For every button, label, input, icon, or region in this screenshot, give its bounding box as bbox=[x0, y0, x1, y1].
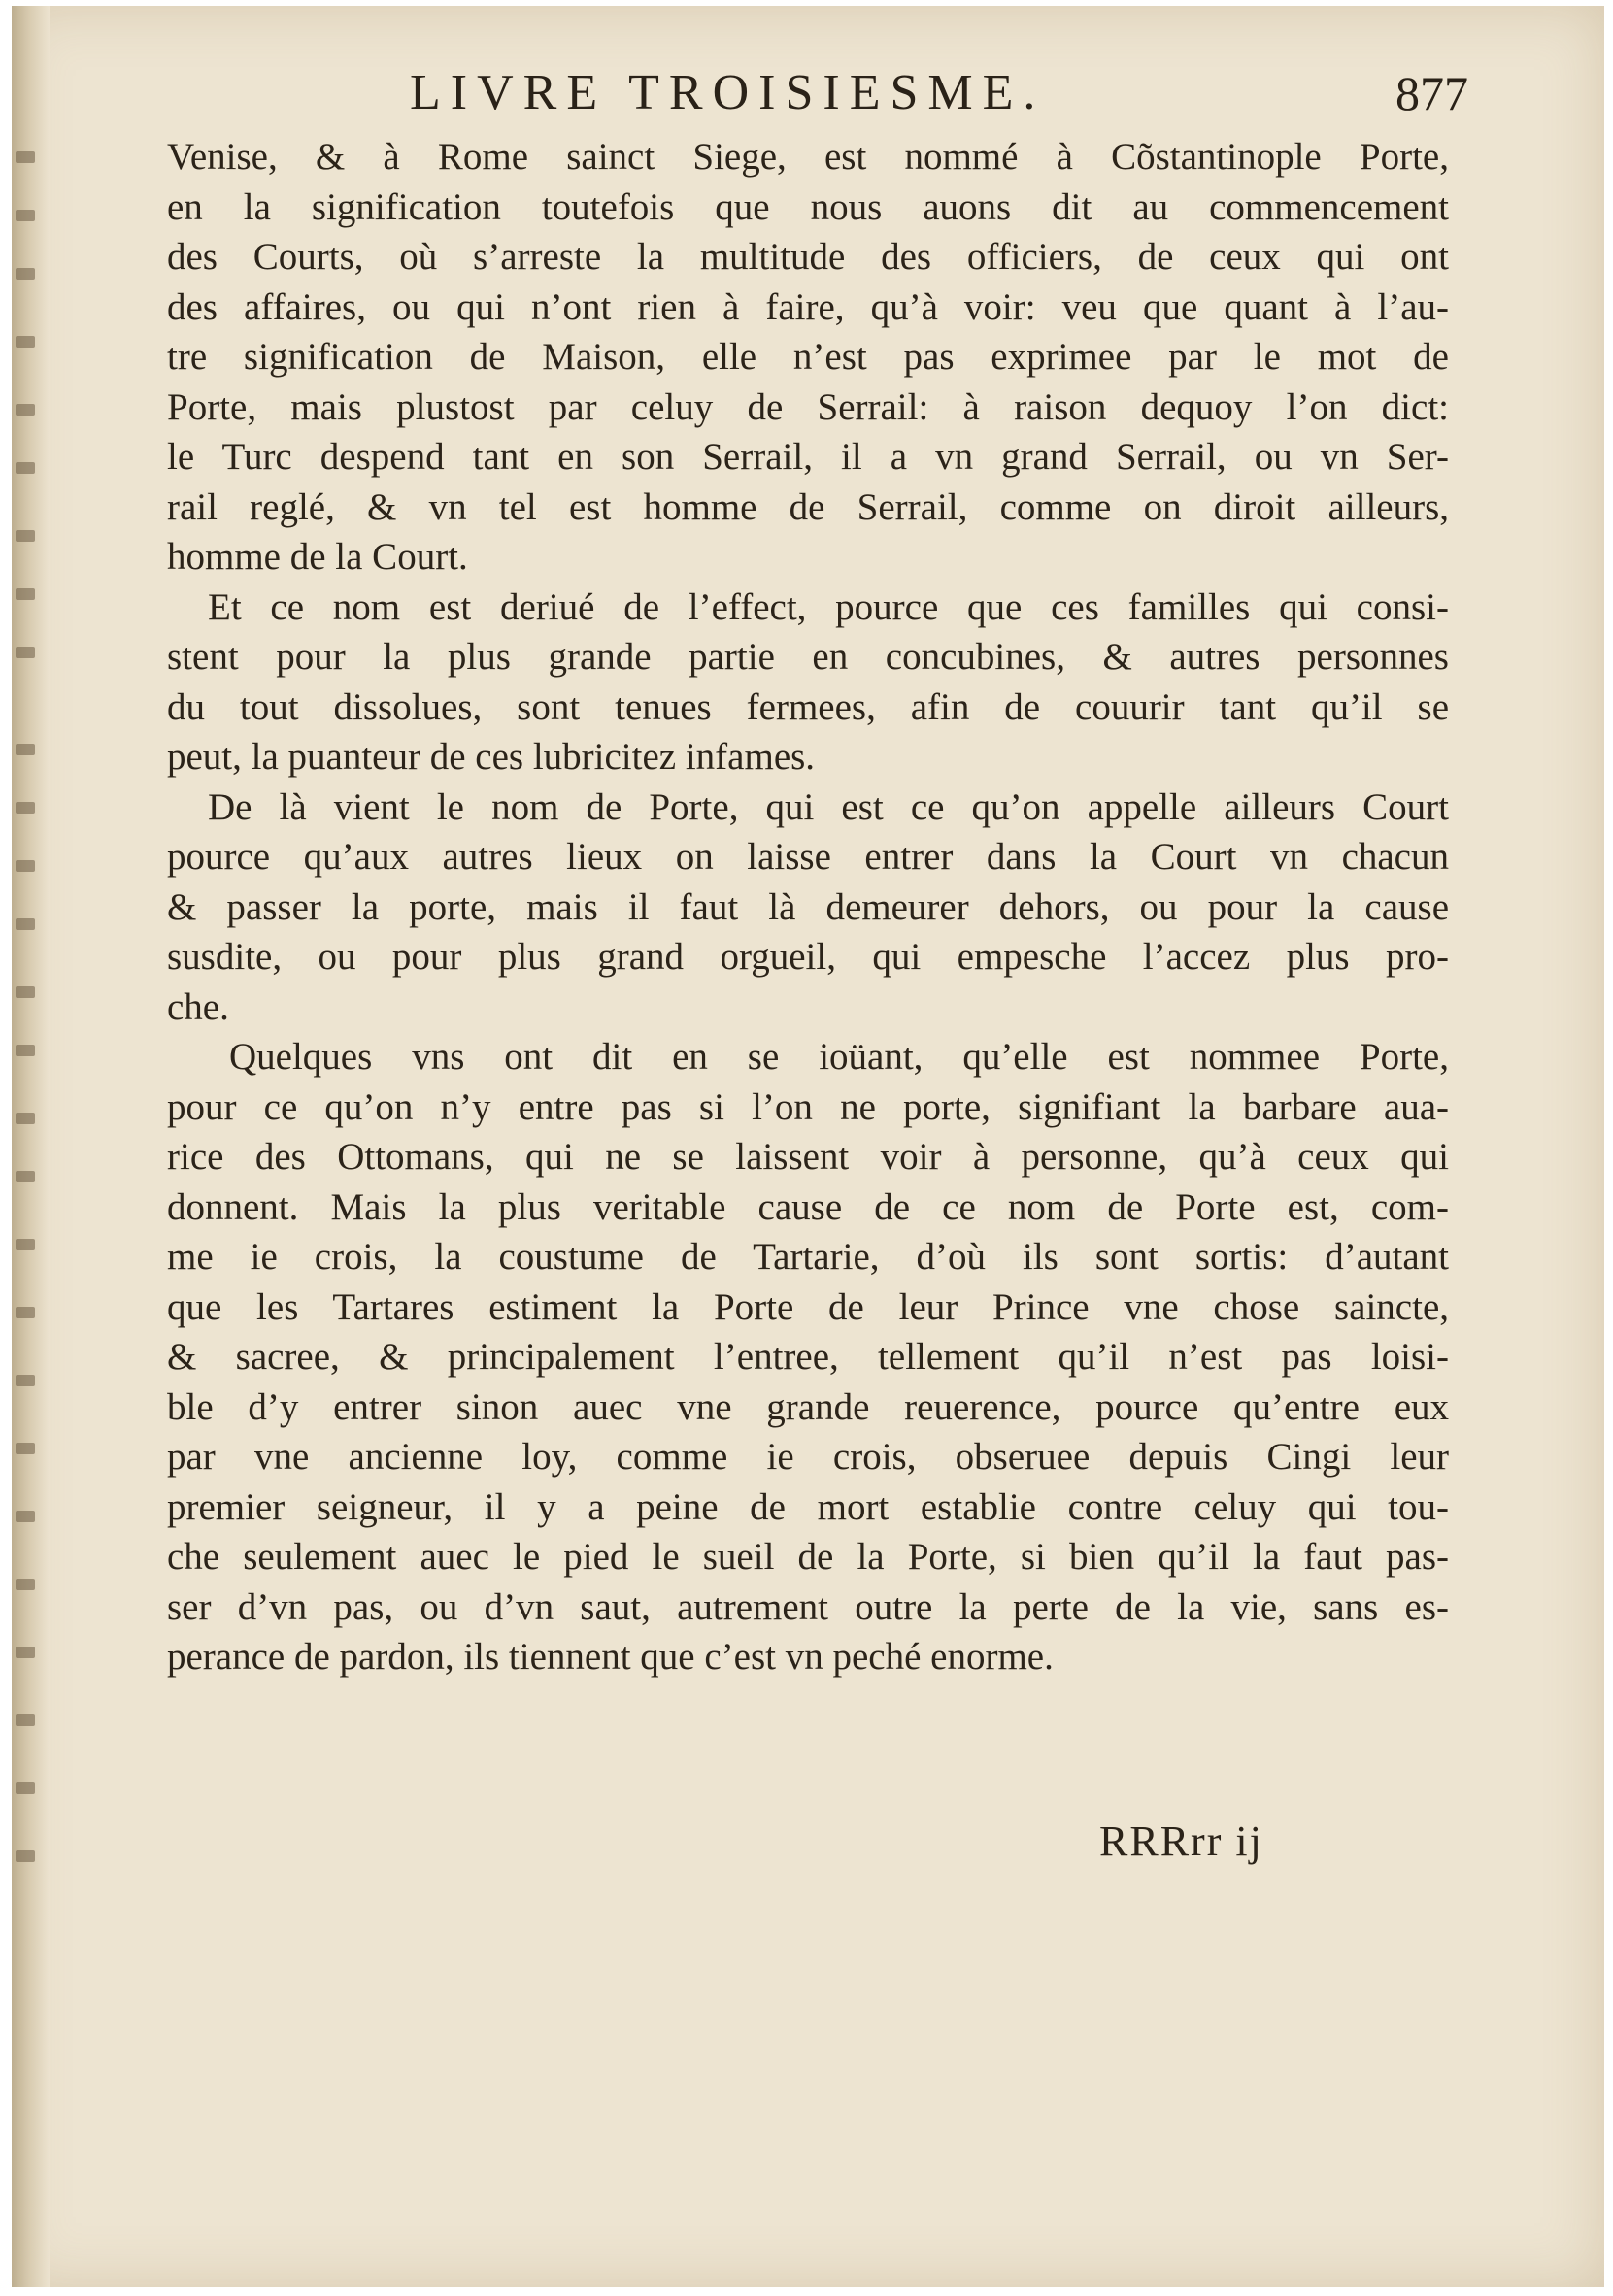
text-line: perance de pardon, ils tiennent que c’est vn peché enorme. bbox=[167, 1636, 1054, 1678]
bleed-mark bbox=[16, 744, 35, 755]
bleed-mark bbox=[16, 802, 35, 814]
bleed-mark bbox=[16, 1307, 35, 1318]
text-line: que les Tartares estiment la Porte de leur Prince vne chose saincte, bbox=[167, 1285, 1449, 1328]
text-line: premier seigneur, il y a peine de mort establie contre celuy qui tou- bbox=[167, 1485, 1449, 1528]
bleed-mark bbox=[16, 1375, 35, 1386]
bleed-mark bbox=[16, 860, 35, 872]
text-line: tre signification de Maison, elle n’est pas exprimee par le mot de bbox=[167, 336, 1449, 378]
bleed-mark bbox=[16, 151, 35, 163]
page-number: 877 bbox=[1395, 66, 1468, 120]
bleed-mark bbox=[16, 336, 35, 348]
text-line: ble d’y entrer sinon auec vne grande reuerence, pource qu’entre eux bbox=[167, 1385, 1449, 1428]
text-line: donnent. Mais la plus veritable cause de ce nom de Porte est, com- bbox=[167, 1185, 1449, 1228]
text-line: du tout dissolues, sont tenues fermees, afin de couurir tant qu’il se bbox=[167, 685, 1449, 728]
bleed-mark bbox=[16, 1647, 35, 1658]
bleed-mark bbox=[16, 1782, 35, 1794]
text-line: Et ce nom est deriué de l’effect, pource que ces familles qui consi- bbox=[208, 585, 1449, 628]
bleed-mark bbox=[16, 1579, 35, 1590]
text-line: che. bbox=[167, 985, 229, 1028]
bleed-mark bbox=[16, 1045, 35, 1056]
text-line: en la signification toutefois que nous auons dit au commencement bbox=[167, 185, 1449, 228]
bleed-mark bbox=[16, 1443, 35, 1454]
text-line: me ie crois, la coustume de Tartarie, d’où ils sont sortis: d’autant bbox=[167, 1236, 1449, 1278]
page-header bbox=[167, 59, 1468, 127]
running-title: LIVRE TROISIESME. bbox=[410, 65, 1046, 120]
text-line: susdite, ou pour plus grand orgueil, qui empesche l’accez plus pro- bbox=[167, 936, 1449, 978]
text-line: De là vient le nom de Porte, qui est ce qu’on appelle ailleurs Court bbox=[208, 785, 1449, 828]
text-line: peut, la puanteur de ces lubricitez infames. bbox=[167, 736, 816, 778]
text-line: & passer la porte, mais il faut là demeurer dehors, ou pour la cause bbox=[167, 885, 1449, 928]
bleed-mark bbox=[16, 918, 35, 930]
bleed-mark bbox=[16, 1714, 35, 1726]
bleed-mark bbox=[16, 530, 35, 542]
body-text bbox=[167, 132, 1449, 1682]
text-line: che seulement auec le pied le sueil de la Porte, si bien qu’il la faut pas- bbox=[167, 1536, 1449, 1578]
text-line: des Courts, où s’arreste la multitude des officiers, de ceux qui ont bbox=[167, 236, 1449, 278]
text-line: ser d’vn pas, ou d’vn saut, autrement outre la perte de la vie, sans es- bbox=[167, 1585, 1449, 1628]
text-line: le Turc despend tant en son Serrail, il a vn grand Serrail, ou vn Ser- bbox=[167, 436, 1449, 478]
text-line: rice des Ottomans, qui ne se laissent voir à personne, qu’à ceux qui bbox=[167, 1136, 1449, 1178]
page-gutter bbox=[12, 6, 50, 2287]
text-line: homme de la Court. bbox=[167, 536, 468, 578]
signature-mark: RRRrr ij bbox=[1099, 1817, 1263, 1865]
bleed-mark bbox=[16, 462, 35, 474]
book-page bbox=[12, 6, 1604, 2287]
bleed-mark bbox=[16, 1113, 35, 1124]
bleed-mark bbox=[16, 1239, 35, 1250]
text-line: & sacree, & principalement l’entree, tellement qu’il n’est pas loisi- bbox=[167, 1336, 1449, 1378]
bleed-mark bbox=[16, 1511, 35, 1522]
text-line: rail reglé, & vn tel est homme de Serrail, comme on diroit ailleurs, bbox=[167, 485, 1449, 528]
text-line: Quelques vns ont dit en se ioüant, qu’elle est nommee Porte, bbox=[229, 1036, 1449, 1078]
text-line: pour ce qu’on n’y entre pas si l’on ne porte, signifiant la barbare aua- bbox=[167, 1085, 1449, 1128]
bleed-mark bbox=[16, 210, 35, 221]
text-line: Porte, mais plustost par celuy de Serrail: à raison dequoy l’on dict: bbox=[167, 385, 1449, 428]
bleed-mark bbox=[16, 1171, 35, 1182]
bleed-mark bbox=[16, 986, 35, 998]
bleed-mark bbox=[16, 647, 35, 658]
text-line: Venise, & à Rome sainct Siege, est nommé à Cõstantinople Porte, bbox=[167, 136, 1449, 178]
bleed-mark bbox=[16, 1850, 35, 1862]
bleed-mark bbox=[16, 404, 35, 416]
text-line: des affaires, ou qui n’ont rien à faire, qu’à voir: veu que quant à l’au- bbox=[167, 285, 1449, 328]
text-line: par vne ancienne loy, comme ie crois, obseruee depuis Cingi leur bbox=[167, 1436, 1449, 1478]
text-line: stent pour la plus grande partie en concubines, & autres personnes bbox=[167, 636, 1449, 678]
bleed-mark bbox=[16, 588, 35, 600]
bleed-mark bbox=[16, 268, 35, 280]
text-line: pource qu’aux autres lieux on laisse entrer dans la Court vn chacun bbox=[167, 836, 1449, 878]
